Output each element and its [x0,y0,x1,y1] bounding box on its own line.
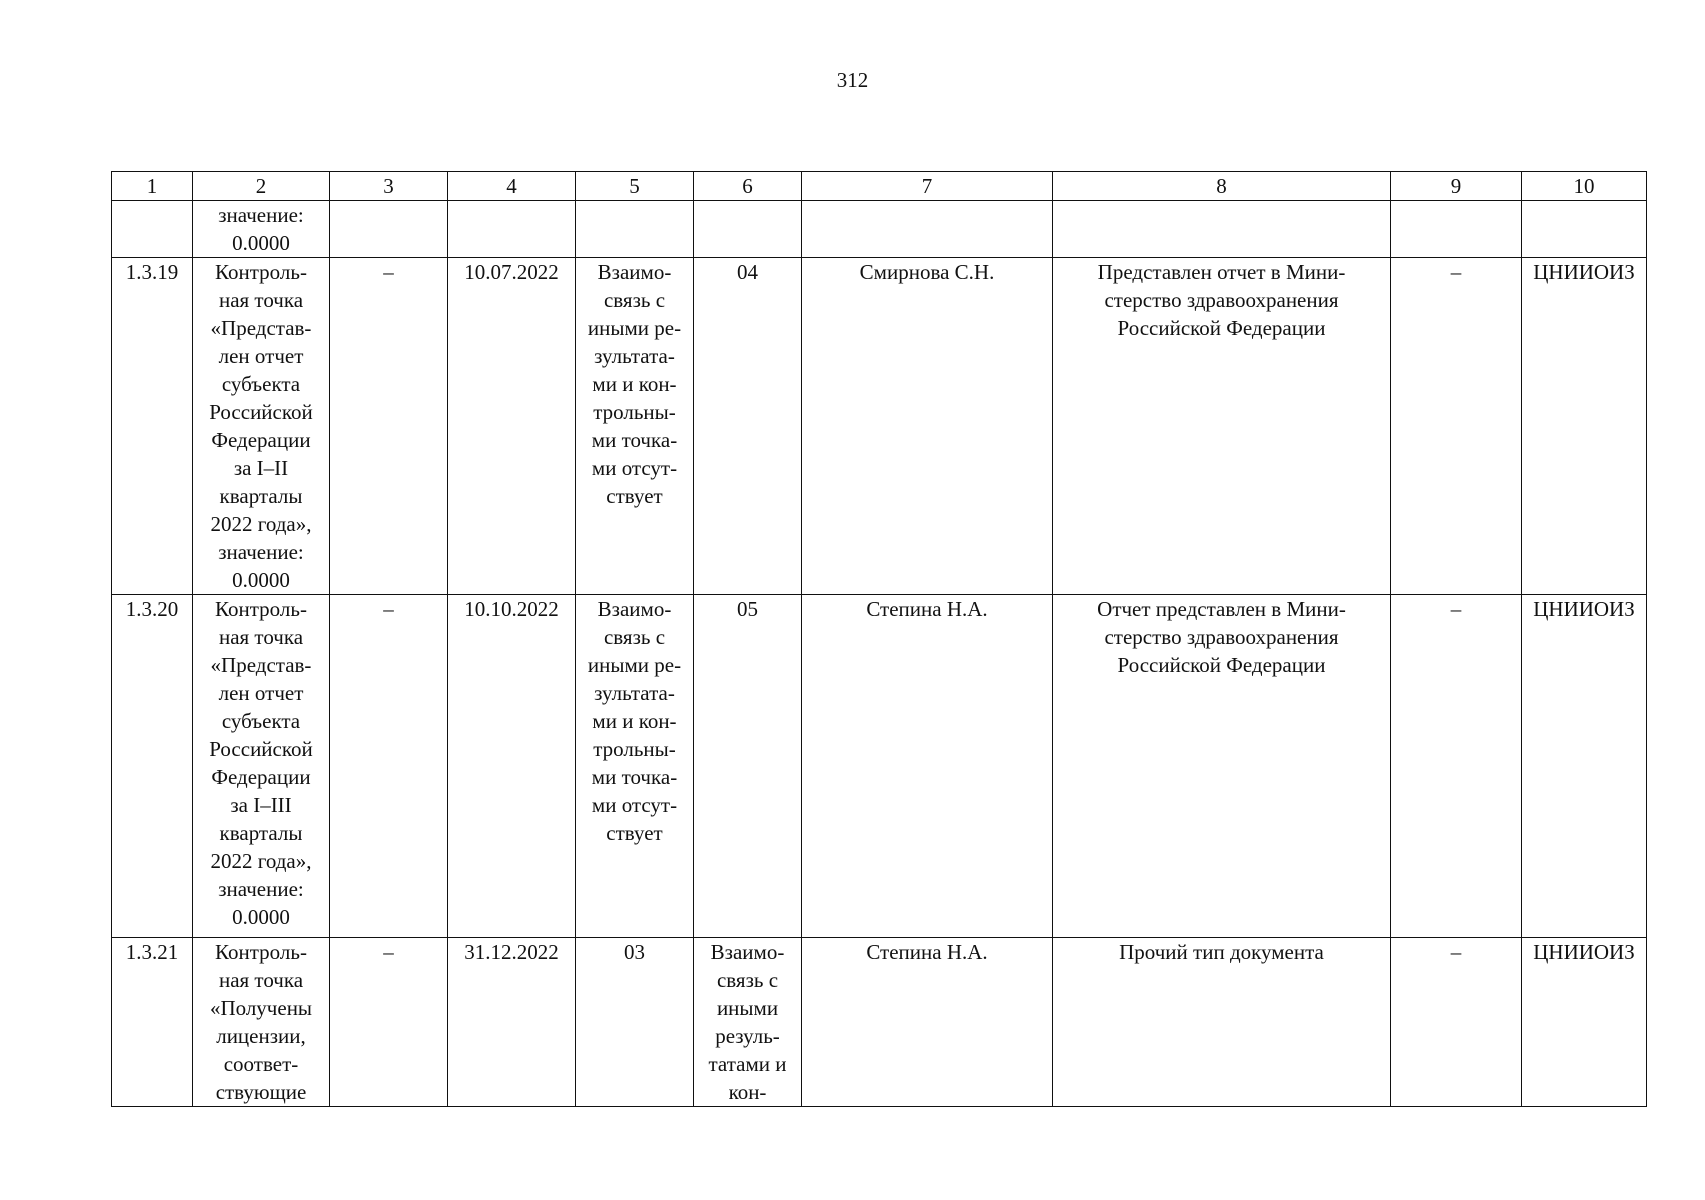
table-row [112,258,1647,595]
table-cell [1522,201,1647,258]
checkpoint-name-cell: Контроль- ная точка «Представ- лен отчет субъекта Российской Федерации за I–II кварталы 2022 года», значение: 0.0000 [193,258,330,595]
table-cell [802,201,1053,258]
table-cell: значение: 0.0000 [193,201,330,258]
column-header: 2 [193,172,330,201]
column-header: 5 [576,172,694,201]
table-cell [448,201,576,258]
organization-cell: ЦНИИОИЗ [1522,938,1647,1107]
column-header: 4 [448,172,576,201]
document-cell: Отчет представлен в Мини- стерство здравоохранения Российской Федерации [1053,595,1391,938]
responsible-cell: Степина Н.А. [802,595,1053,938]
table-cell [694,201,802,258]
relation-cell: Взаимо- связь с иными резуль- татами и кон- [694,938,802,1107]
responsible-cell: Степина Н.А. [802,938,1053,1107]
table-cell [576,201,694,258]
organization-cell: ЦНИИОИЗ [1522,595,1647,938]
document-cell: Представлен отчет в Мини- стерство здравоохранения Российской Федерации [1053,258,1391,595]
page-number: 312 [836,68,869,92]
checkpoint-name-cell: Контроль- ная точка «Представ- лен отчет субъекта Российской Федерации за I–III кварталы 2022 года», значение: 0.0000 [193,595,330,938]
column-header: 3 [330,172,448,201]
column-header: 10 [1522,172,1647,201]
table-cell: 04 [694,258,802,595]
table-cell [1391,201,1522,258]
document-cell: Прочий тип документа [1053,938,1391,1107]
relation-cell: Взаимо- связь с иными ре- зультата- ми и кон- трольны- ми точка- ми отсут- ствует [576,258,694,595]
organization-cell: ЦНИИОИЗ [1522,258,1647,595]
table-cell [330,201,448,258]
table-cell: – [1391,258,1522,595]
table-cell: – [330,258,448,595]
table-cell: – [330,595,448,938]
table-row [112,938,1647,1107]
table-cell: – [330,938,448,1107]
row-number-cell: 1.3.21 [112,938,193,1107]
date-cell: 10.10.2022 [448,595,576,938]
row-number-cell: 1.3.19 [112,258,193,595]
date-cell: 10.07.2022 [448,258,576,595]
table-cell: 05 [694,595,802,938]
column-header: 8 [1053,172,1391,201]
table-row-continuation [112,201,1647,258]
table-row [112,595,1647,938]
row-number-cell: 1.3.20 [112,595,193,938]
table-cell: 03 [576,938,694,1107]
checkpoint-name-cell: Контроль- ная точка «Получены лицензии, соответ- ствующие [193,938,330,1107]
column-header: 1 [112,172,193,201]
header-row [112,172,1647,201]
responsible-cell: Смирнова С.Н. [802,258,1053,595]
date-cell: 31.12.2022 [448,938,576,1107]
table-cell: – [1391,938,1522,1107]
table-cell [112,201,193,258]
column-header: 7 [802,172,1053,201]
table-cell [1053,201,1391,258]
data-table [111,171,1647,1107]
relation-cell: Взаимо- связь с иными ре- зультата- ми и кон- трольны- ми точка- ми отсут- ствует [576,595,694,938]
table-cell: – [1391,595,1522,938]
column-header: 9 [1391,172,1522,201]
column-header: 6 [694,172,802,201]
